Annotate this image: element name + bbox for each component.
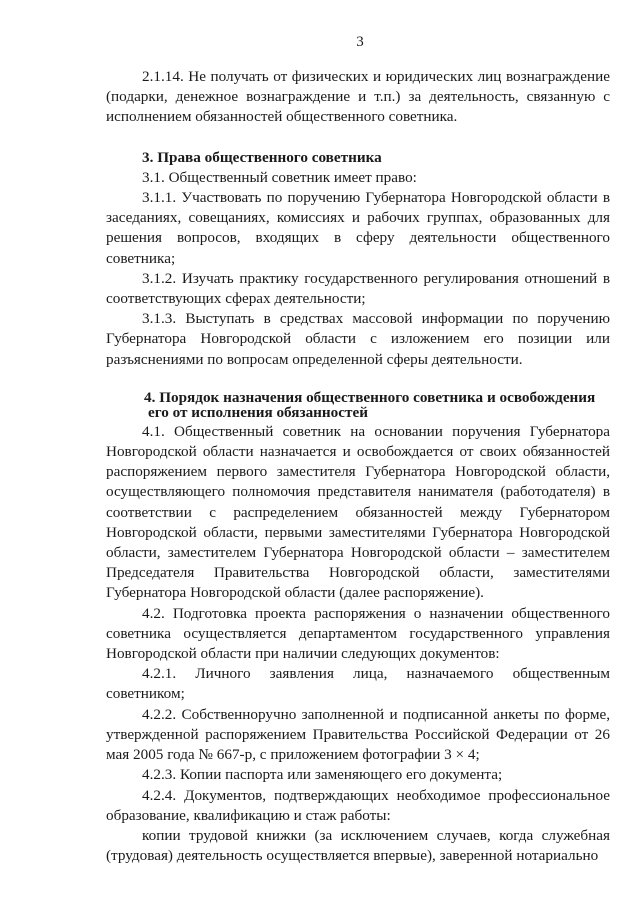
page-number: 3 [356,34,364,50]
document-body [106,67,610,866]
section-4-heading: 4. Порядок назначения общественного советника и освобождения его от исполнения обязанностей [144,388,596,421]
section-3-heading: 3. Права общественного советника [142,148,382,166]
paragraph-3-1-2: 3.1.2. Изучать практику государственного регулирования отношений в соответствующих сферах деятельности; [106,269,610,308]
paragraph-4-2-3: 4.2.3. Копии паспорта или заменяющего его документа; [142,766,503,784]
paragraph-3-1-1: 3.1.1. Участвовать по поручению Губернатора Новгородской области в заседаниях, совещаниях, комиссиях и рабочих группах, образованных для решения вопросов, входящих в сферу деятельности общественного советника; [106,189,610,267]
paragraph-4-2-2: 4.2.2. Собственноручно заполненной и подписанной анкеты по форме, утвержденной распоряжением Правительства Российской Федерации от 26 мая 2005 года № 667-р, с приложением фотографии 3 × 4; [106,705,610,764]
paragraph-copies: копии трудовой книжки (за исключением случаев, когда служебная (трудовая) деятельность осуществляется впервые), заверенной нотариально [106,826,610,865]
paragraph-4-2: 4.2. Подготовка проекта распоряжения о назначении общественного советника осуществляется департаментом государственного управления Новгородской области при наличии следующих документов: [106,604,610,663]
paragraph-4-1: 4.1. Общественный советник на основании поручения Губернатора Новгородской области назначается и освобождается от своих обязанностей распоряжением первого заместителя Губернатора Новгородской области, осуществляющего полномочия представителя нанимателя (работодателя) в соответствии с распределением обязанностей между Губернатором Новгородской области, первыми заместителями Губернатора Новгородской области, заместителем Губернатора Новгородской области – заместителем Председателя Правительства Новгородской области, заместителями Губернатора Новгородской области (далее распоряжение). [106,422,610,602]
paragraph-4-2-4: 4.2.4. Документов, подтверждающих необходимое профессиональное образование, квалификацию и стаж работы: [106,786,610,824]
paragraph-3-1-3: 3.1.3. Выступать в средствах массовой информации по поручению Губернатора Новгородской области с изложением его позиции или разъяснениями по вопросам определенной сферы деятельности. [106,310,610,368]
paragraph-3-1: 3.1. Общественный советник имеет право: [142,168,417,186]
paragraph-4-2-1: 4.2.1. Личного заявления лица, назначаемого общественным советником; [106,665,610,703]
paragraph-2-1-14: 2.1.14. Не получать от физических и юридических лиц вознаграждение (подарки, денежное вознаграждение и т.п.) за деятельность, связанную с исполнением обязанностей общественного советника. [106,68,610,126]
